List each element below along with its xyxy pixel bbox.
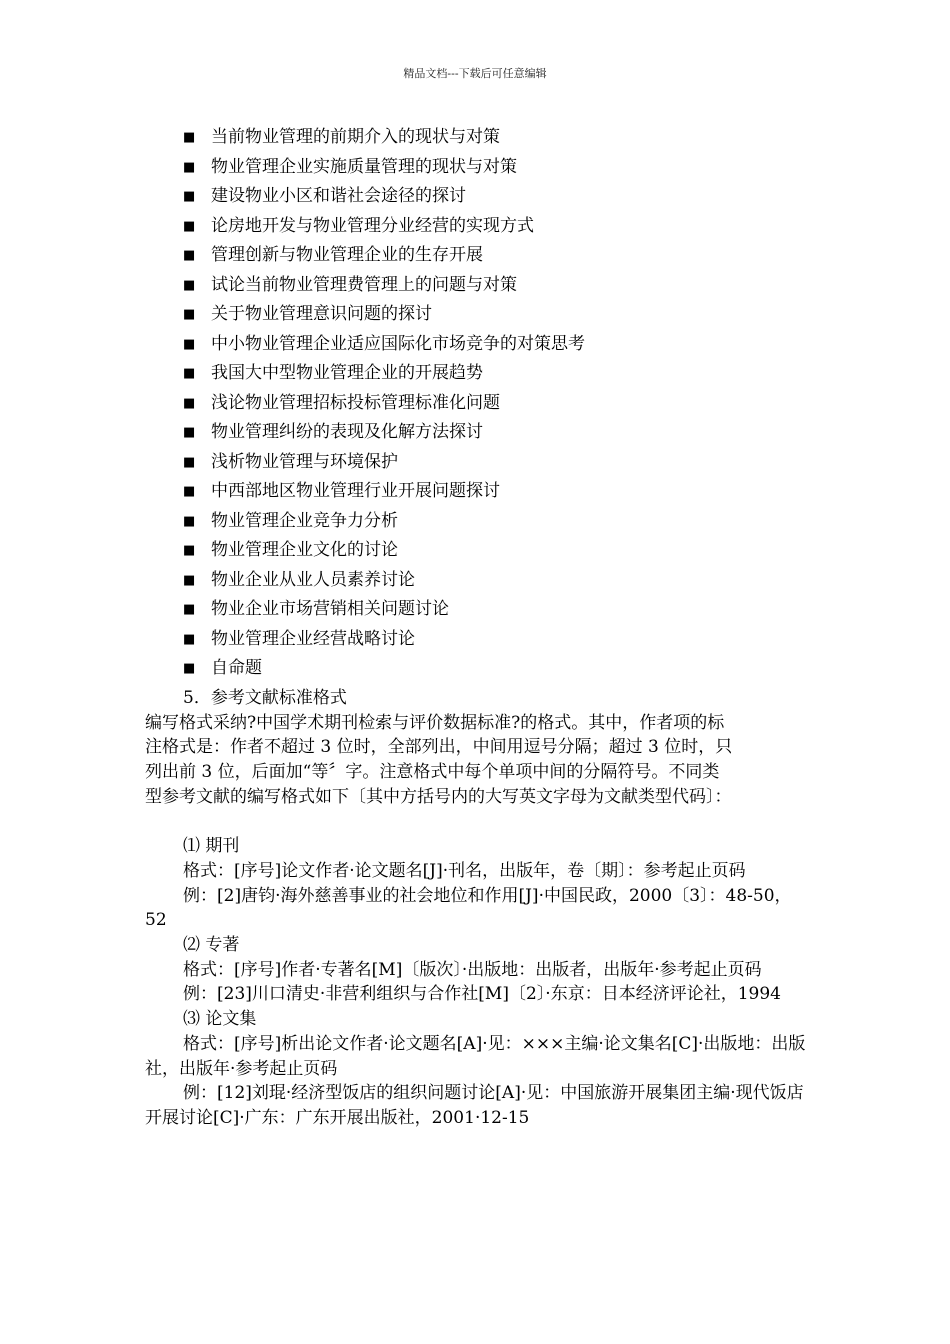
list-item	[183, 182, 585, 212]
intro-line: 列出前 3 位，后面加“等〞字。注意格式中每个单项中间的分隔符号。不同类	[145, 762, 720, 783]
topic-text: 物业企业市场营销相关问题讨论	[211, 599, 449, 619]
page-header: 精品文档---下载后可任意编辑	[403, 67, 547, 80]
square-bullet-icon: ■	[183, 631, 196, 647]
topic-text: 浅论物业管理招标投标管理标准化问题	[211, 392, 500, 413]
square-bullet-icon: ■	[183, 395, 196, 411]
topic-text: 物业管理企业实施质量管理的现状与对策	[211, 156, 517, 177]
list-item	[183, 389, 585, 419]
proceedings-format: 格式：[序号]析出论文作者·论文题名[A]·见：×××主编·论文集名[C]·出版地：出版社，出版年·参考起止页码	[145, 1033, 806, 1079]
topic-text: 论房地开发与物业管理分业经营的实现方式	[211, 215, 534, 236]
square-bullet-icon: ■	[183, 572, 196, 588]
list-item	[183, 123, 585, 153]
intro-paragraph	[145, 711, 810, 810]
square-bullet-icon: ■	[183, 336, 196, 352]
square-bullet-icon: ■	[183, 661, 196, 676]
section-title: 5．参考文献标准格式	[183, 688, 347, 708]
square-bullet-icon: ■	[183, 277, 196, 293]
square-bullet-icon: ■	[183, 484, 196, 499]
journal-heading: ⑴ 期刊	[183, 836, 240, 857]
square-bullet-icon: ■	[183, 130, 196, 145]
square-bullet-icon: ■	[183, 543, 196, 558]
journal-example: 例：[2]唐钧·海外慈善事业的社会地位和作用[J]·中国民政，2000〔3〕：48-50，52	[145, 885, 792, 931]
list-item	[183, 153, 585, 183]
intro-line: 注格式是：作者不超过 3 位时，全部列出，中间用逗号分隔；超过 3 位时，只	[145, 737, 733, 758]
list-item	[183, 241, 585, 271]
proceedings-example: 例：[12]刘琨·经济型饭店的组织问题讨论[A]·见：中国旅游开展集团主编·现代饭店开展讨论[C]·广东：广东开展出版社，2001·12-15	[145, 1083, 804, 1128]
proceedings-heading: ⑶ 论文集	[183, 1009, 257, 1030]
list-item	[183, 595, 585, 625]
list-item	[183, 359, 585, 389]
list-item	[183, 212, 585, 242]
topic-text: 物业管理企业竞争力分析	[211, 510, 398, 531]
square-bullet-icon: ■	[183, 307, 196, 322]
topic-text: 物业管理企业经营战略讨论	[211, 628, 415, 649]
square-bullet-icon: ■	[183, 366, 196, 381]
square-bullet-icon: ■	[183, 602, 196, 617]
list-item	[183, 507, 585, 537]
topic-text: 中小物业管理企业适应国际化市场竞争的对策思考	[211, 333, 585, 354]
square-bullet-icon: ■	[183, 189, 196, 204]
topic-text: 建设物业小区和谐社会途径的探讨	[211, 186, 466, 206]
topic-text: 当前物业管理的前期介入的现状与对策	[211, 127, 500, 147]
list-item	[183, 330, 585, 360]
journal-format: 格式：[序号]论文作者·论文题名[J]·刊名，出版年，卷〔期〕：参考起止页码	[183, 860, 746, 881]
topic-list	[183, 123, 585, 684]
intro-line: 型参考文献的编写格式如下〔其中方括号内的大写英文字母为文献类型代码〕：	[145, 786, 732, 807]
list-item	[183, 536, 585, 566]
topic-text: 关于物业管理意识问题的探讨	[211, 304, 432, 324]
list-item	[183, 477, 585, 507]
list-item	[183, 625, 585, 655]
list-item	[183, 566, 585, 596]
square-bullet-icon: ■	[183, 454, 196, 470]
topic-text: 试论当前物业管理费管理上的问题与对策	[211, 274, 517, 295]
list-item	[183, 271, 585, 301]
list-item	[183, 654, 585, 684]
square-bullet-icon: ■	[183, 425, 196, 440]
topic-text: 管理创新与物业管理企业的生存开展	[211, 245, 483, 265]
topic-text: 自命题	[211, 658, 262, 678]
monograph-format: 格式：[序号]作者·专著名[M]〔版次〕·出版地：出版者，出版年·参考起止页码	[183, 959, 762, 980]
topic-text: 中西部地区物业管理行业开展问题探讨	[211, 481, 500, 501]
topic-text: 物业管理企业文化的讨论	[211, 540, 398, 560]
square-bullet-icon: ■	[183, 218, 196, 234]
list-item	[183, 448, 585, 478]
monograph-example: 例：[23]川口清史·非营利组织与合作社[M]〔2〕·东京：日本经济评论社，1994	[183, 984, 781, 1005]
square-bullet-icon: ■	[183, 159, 196, 175]
topic-text: 物业管理纠纷的表现及化解方法探讨	[211, 422, 483, 442]
intro-line: 编写格式采纳?中国学术期刊检索与评价数据标准?的格式。其中，作者项的标	[145, 712, 725, 733]
list-item	[183, 300, 585, 330]
list-item	[183, 418, 585, 448]
square-bullet-icon: ■	[183, 513, 196, 529]
references-section	[145, 686, 810, 1131]
monograph-heading: ⑵ 专著	[183, 935, 240, 956]
topic-text: 我国大中型物业管理企业的开展趋势	[211, 363, 483, 383]
topic-text: 物业企业从业人员素养讨论	[211, 569, 415, 590]
topic-text: 浅析物业管理与环境保护	[211, 451, 398, 472]
square-bullet-icon: ■	[183, 248, 196, 263]
